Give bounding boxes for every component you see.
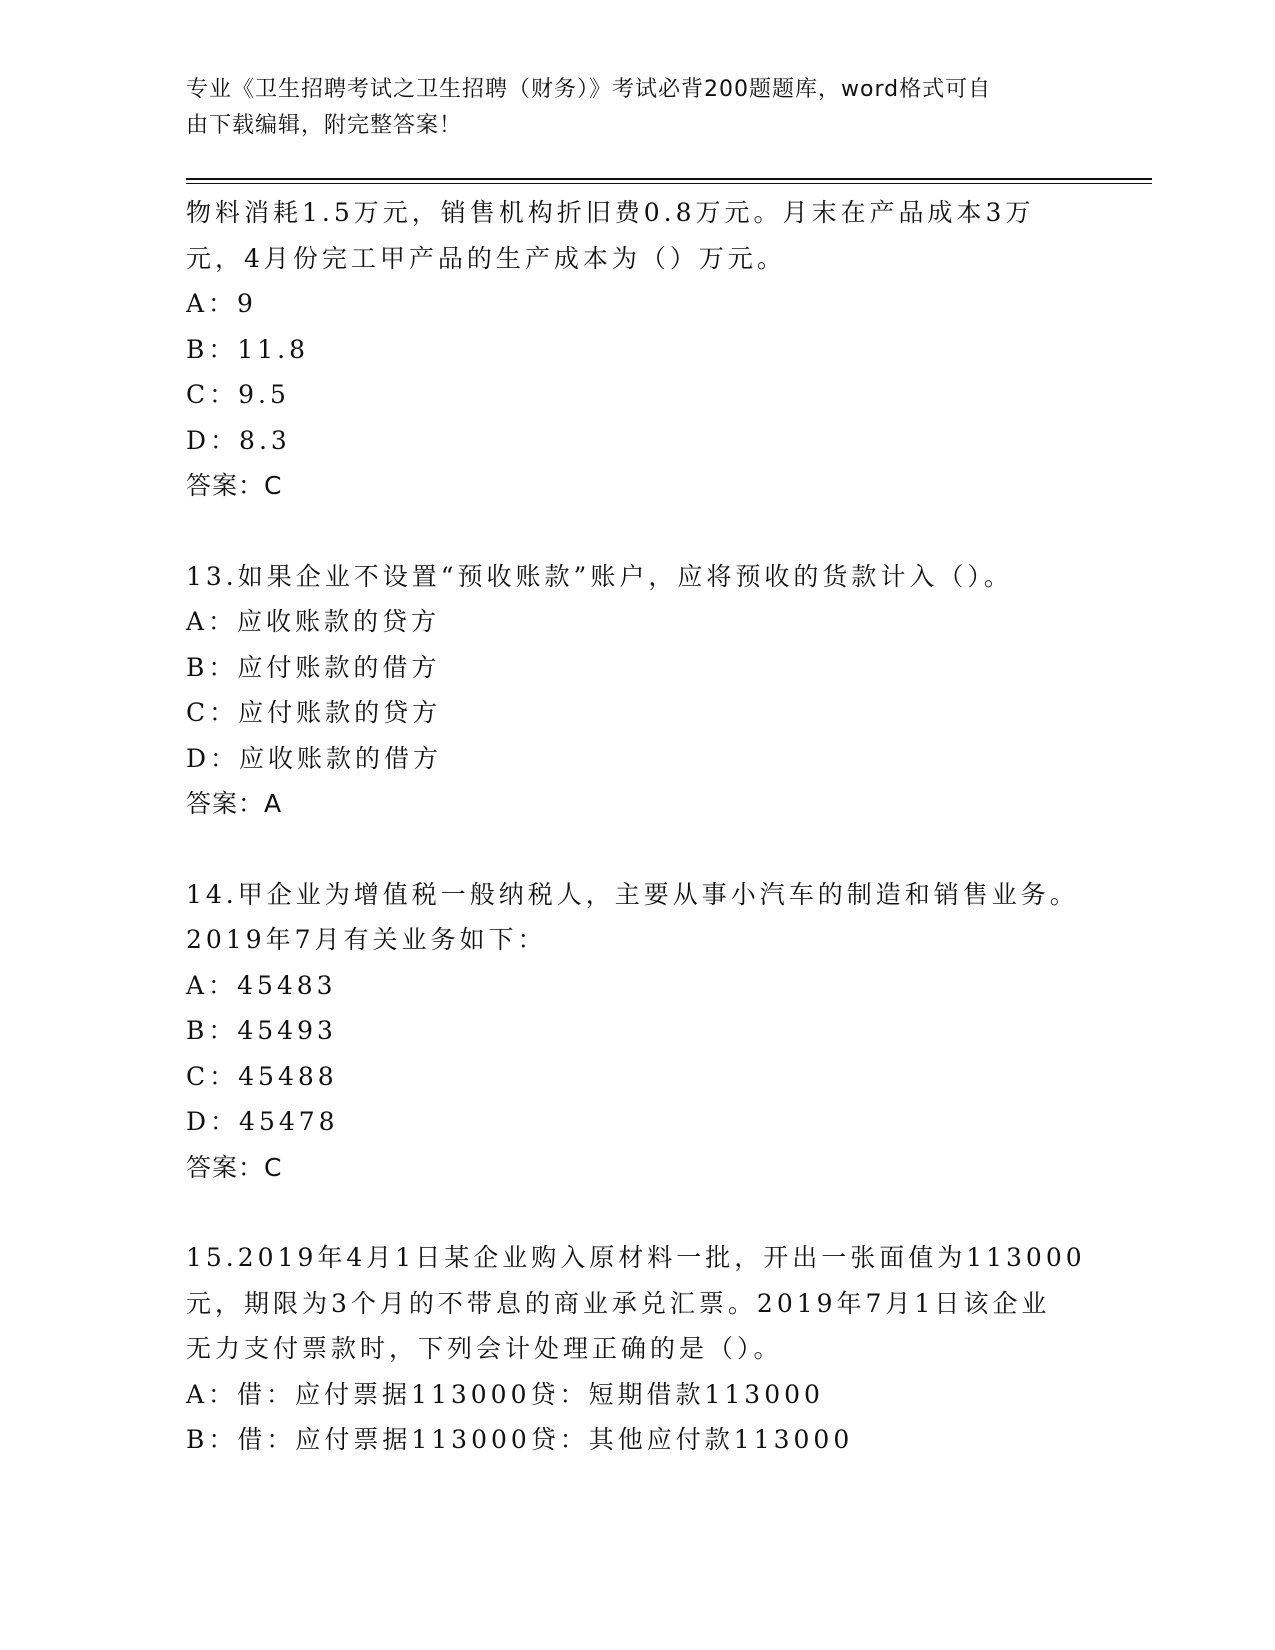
question-12 (186, 190, 1086, 509)
answer-line: 答案：C (186, 1152, 283, 1182)
question-stem-line: 13.如果企业不设置“预收账款”账户，应将预收的货款计入（）。 (186, 561, 1013, 591)
question-list (186, 190, 1086, 1463)
option-d: D：应收账款的借方 (186, 743, 443, 773)
question-stem-line: 元，4月份完工甲产品的生产成本为（）万元。 (186, 243, 786, 273)
option-b: B：应付账款的借方 (186, 652, 441, 682)
question-stem-line: 物料消耗1.5万元，销售机构折旧费0.8万元。月末在产品成本3万 (186, 198, 1035, 227)
answer-line: 答案：A (186, 789, 283, 818)
spacer (186, 827, 1086, 872)
question-stem-line: 15.2019年4月1日某企业购入原材料一批，开出一张面值为113000 (186, 1243, 1086, 1272)
option-d: D：45478 (186, 1107, 339, 1136)
option-c: C：45488 (186, 1061, 338, 1091)
option-b: B：11.8 (186, 334, 310, 364)
option-b: B：45493 (186, 1016, 337, 1045)
question-stem-line: 无力支付票款时，下列会计处理正确的是（）。 (186, 1334, 783, 1363)
header-divider-thick (186, 178, 1152, 180)
option-b: B：借：应付票据113000贷：其他应付款113000 (186, 1425, 854, 1454)
header-divider-thin (186, 183, 1152, 184)
option-d: D：8.3 (186, 425, 291, 455)
answer-line: 答案：C (186, 471, 283, 500)
spacer (186, 509, 1086, 554)
header-line-1: 专业《卫生招聘考试之卫生招聘（财务）》考试必背200题题库，word格式可自 (186, 77, 992, 102)
question-stem-line: 2019年7月有关业务如下： (186, 925, 547, 954)
option-a: A：应收账款的贷方 (186, 607, 441, 636)
question-14 (186, 872, 1086, 1191)
header-line-2: 由下载编辑，附完整答案！ (186, 113, 463, 138)
spacer (186, 1190, 1086, 1235)
option-a: A：45483 (186, 970, 337, 1000)
option-c: C：9.5 (186, 380, 290, 409)
question-15 (186, 1235, 1086, 1463)
option-a: A：借：应付票据113000贷：短期借款113000 (186, 1379, 824, 1409)
question-stem-line: 14.甲企业为增值税一般纳税人，主要从事小汽车的制造和销售业务。 (186, 879, 1079, 909)
document-header (186, 72, 1066, 144)
question-13 (186, 554, 1086, 827)
option-a: A：9 (186, 289, 257, 318)
question-stem-line: 元，期限为3个月的不带息的商业承兑汇票。2019年7月1日该企业 (186, 1288, 1051, 1318)
option-c: C：应付账款的贷方 (186, 698, 442, 727)
